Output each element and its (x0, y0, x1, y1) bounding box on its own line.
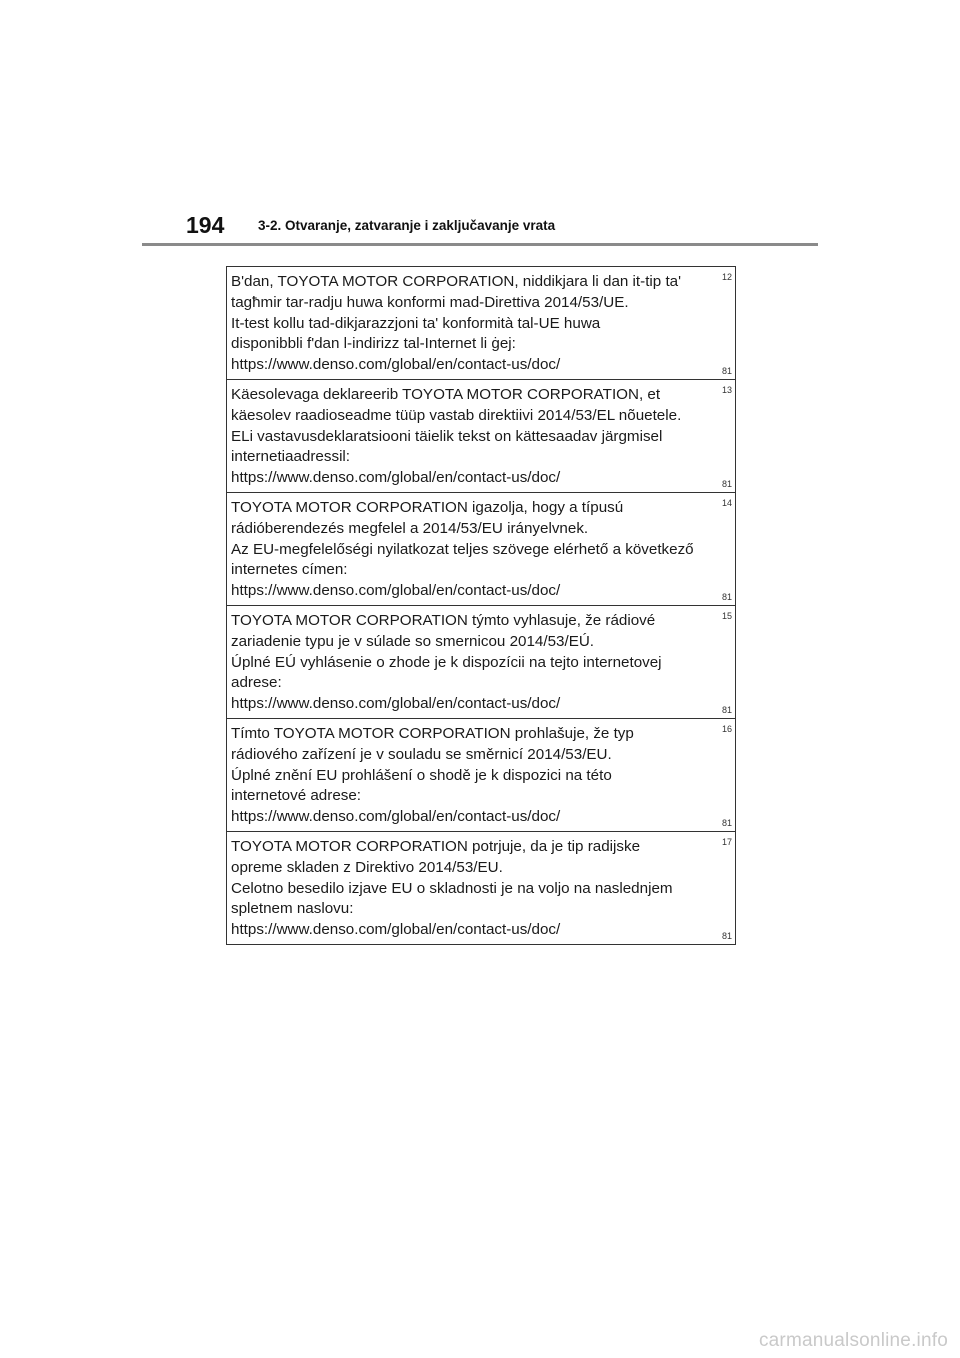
declaration-text: B'dan, TOYOTA MOTOR CORPORATION, niddikjara li dan it-tip ta' tagħmir tar-radju huwa konformi mad-Direttiva 2014/53/UE. It-test kollu tad-dikjarazzjoni ta' konformità tal-UE huwa disponibbli f'dan l-indirizz tal-Internet li ġej: https://www.denso.com/global/en/contact-us/doc/ (231, 273, 682, 374)
site-watermark: carmanualsonline.info (758, 1330, 948, 1351)
language-code: 17 (721, 837, 732, 847)
declaration-text: TOYOTA MOTOR CORPORATION potrjuje, da je tip radijske opreme skladen z Direktivo 2014/53/EU. Celotno besedilo izjave EU o skladnosti je na voljo na naslednjem spletnem naslovu: https://www.denso.com/global/en/contact-us/doc/ (231, 838, 673, 939)
language-code: 16 (721, 724, 732, 734)
language-code: 15 (721, 611, 732, 621)
language-code: 14 (721, 498, 732, 508)
page-header (142, 208, 818, 244)
section-title: 3-2. Otvaranje, zatvaranje i zaključavanje vrata (258, 218, 556, 233)
declaration-table (226, 266, 736, 945)
declaration-row-czech (227, 718, 735, 831)
declaration-text: TOYOTA MOTOR CORPORATION igazolja, hogy a típusú rádióberendezés megfelel a 2014/53/EU irányelvnek. Az EU-megfelelőségi nyilatkozat teljes szövege elérhető a következő internetes címen: https://www.denso.com/global/en/contact-us/doc/ (231, 499, 694, 600)
language-code: 12 (721, 272, 732, 282)
reference-code: 81 (721, 366, 732, 376)
declaration-row-slovak (227, 605, 735, 718)
header-divider (142, 243, 818, 246)
declaration-row-maltese (227, 266, 735, 379)
page-number: 194 (186, 212, 225, 238)
reference-code: 81 (721, 479, 732, 489)
declaration-text: TOYOTA MOTOR CORPORATION týmto vyhlasuje, že rádiové zariadenie typu je v súlade so smernicou 2014/53/EÚ. Úplné EÚ vyhlásenie o zhode je k dispozícii na tejto internetovej adrese: https://www.denso.com/global/en/contact-us/doc/ (231, 612, 662, 713)
reference-code: 81 (721, 931, 732, 941)
reference-code: 81 (721, 818, 732, 828)
declaration-text: Käesolevaga deklareerib TOYOTA MOTOR CORPORATION, et käesolev raadioseadme tüüp vastab direktiivi 2014/53/EL nõuetele. ELi vastavusdeklaratsiooni täielik tekst on kättesaadav järgmisel internetiaadressil: https://www.denso.com/global/en/contact-us/doc/ (231, 386, 682, 487)
language-code: 13 (721, 385, 732, 395)
declaration-row-estonian (227, 379, 735, 492)
reference-code: 81 (721, 592, 732, 602)
declaration-row-hungarian (227, 492, 735, 605)
reference-code: 81 (721, 705, 732, 715)
declaration-text: Tímto TOYOTA MOTOR CORPORATION prohlašuje, že typ rádiového zařízení je v souladu se směrnicí 2014/53/EU. Úplné znění EU prohlášení o shodě je k dispozici na této internetové adrese: https://www.denso.com/global/en/contact-us/doc/ (231, 725, 634, 826)
declaration-row-slovenian (227, 831, 735, 944)
